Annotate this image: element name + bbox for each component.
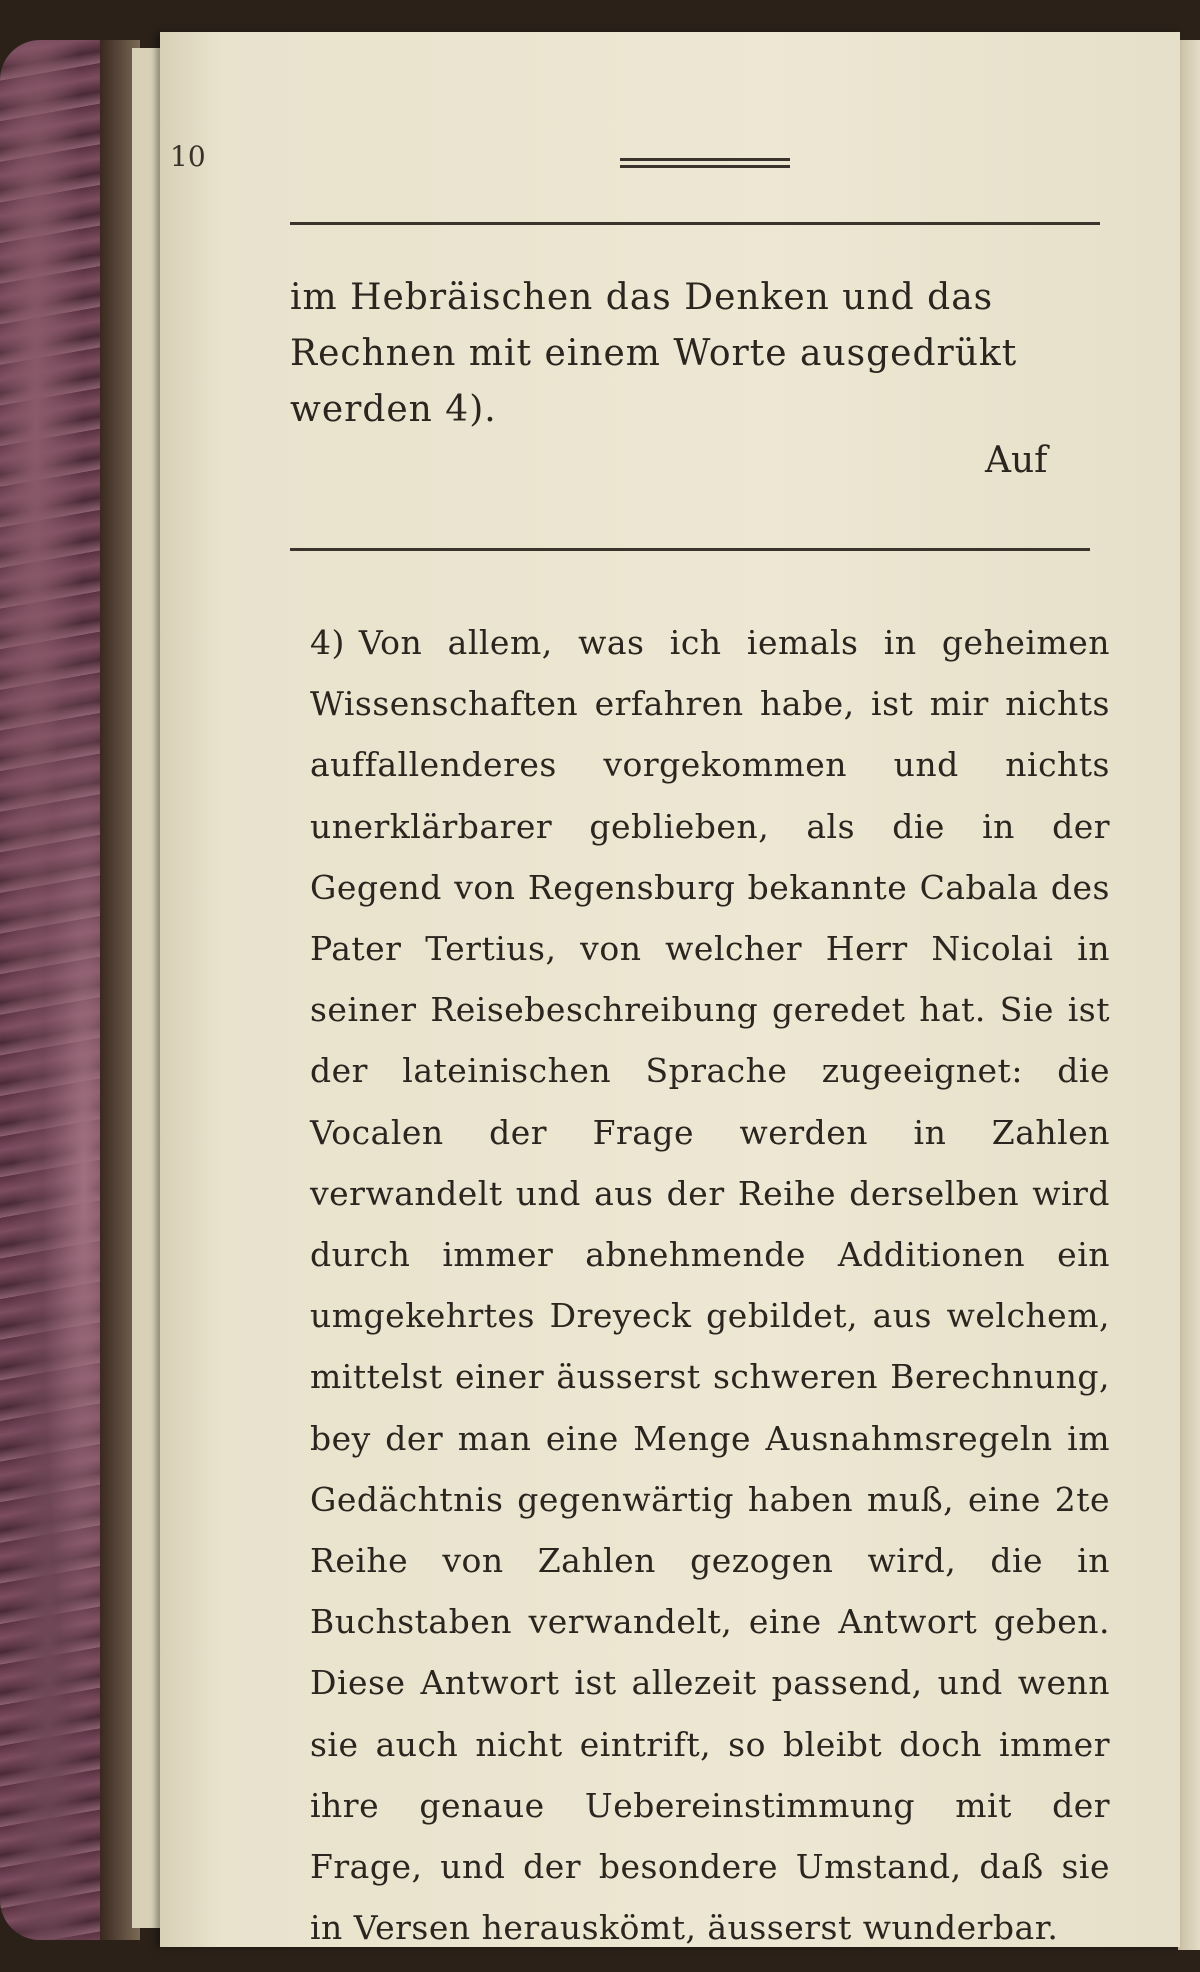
footnote-text: Von allem, was ich iemals in geheimen Wissenschaften erfahren habe, ist mir nichts auffallenderes vorgekommen und nichts unerklärbarer geblieben, als die in der Gegend von Regensburg bekannte Cabala des Pater Tertius, von welcher Herr Nicolai in seiner Reisebeschreibung geredet hat. Sie ist der lateinischen Sprache zugeeignet: die Vocalen der Frage werden in Zahlen verwandelt und aus der Reihe derselben wird durch immer abnehmende Additionen ein umgekehrtes Dreyeck gebildet, aus welchem, mittelst einer äusserst schweren Berechnung, bey der man eine Menge Ausnahmsregeln im Gedächtnis gegenwärtig haben muß, eine 2te Reihe von Zahlen gezogen wird, die in Buchstaben verwandelt, eine Antwort geben. Diese Antwort ist allezeit passend, und wenn sie auch nicht eintrift, so bleibt doch immer ihre genaue Uebereinstimmung mit der Frage, und der besondere Umstand, daß sie in Versen herauskömt, äusserst wunderbar.: [310, 623, 1110, 1948]
next-page-edge: [1178, 40, 1200, 1950]
header-rule: [290, 222, 1100, 225]
page-number: 10: [170, 140, 206, 173]
ornament-line-2: [620, 165, 790, 168]
footnote: [310, 612, 1110, 1958]
footnote-rule: [290, 548, 1090, 551]
main-text: [290, 270, 1100, 438]
ornament-line-1: [620, 158, 790, 161]
header-ornament: [620, 158, 790, 180]
footnote-marker: 4): [310, 623, 345, 662]
catchword: Auf: [985, 440, 1048, 481]
main-paragraph: im Hebräischen das Denken und das Rechnen mit einem Worte ausgedrükt werden 4).: [290, 277, 1018, 430]
